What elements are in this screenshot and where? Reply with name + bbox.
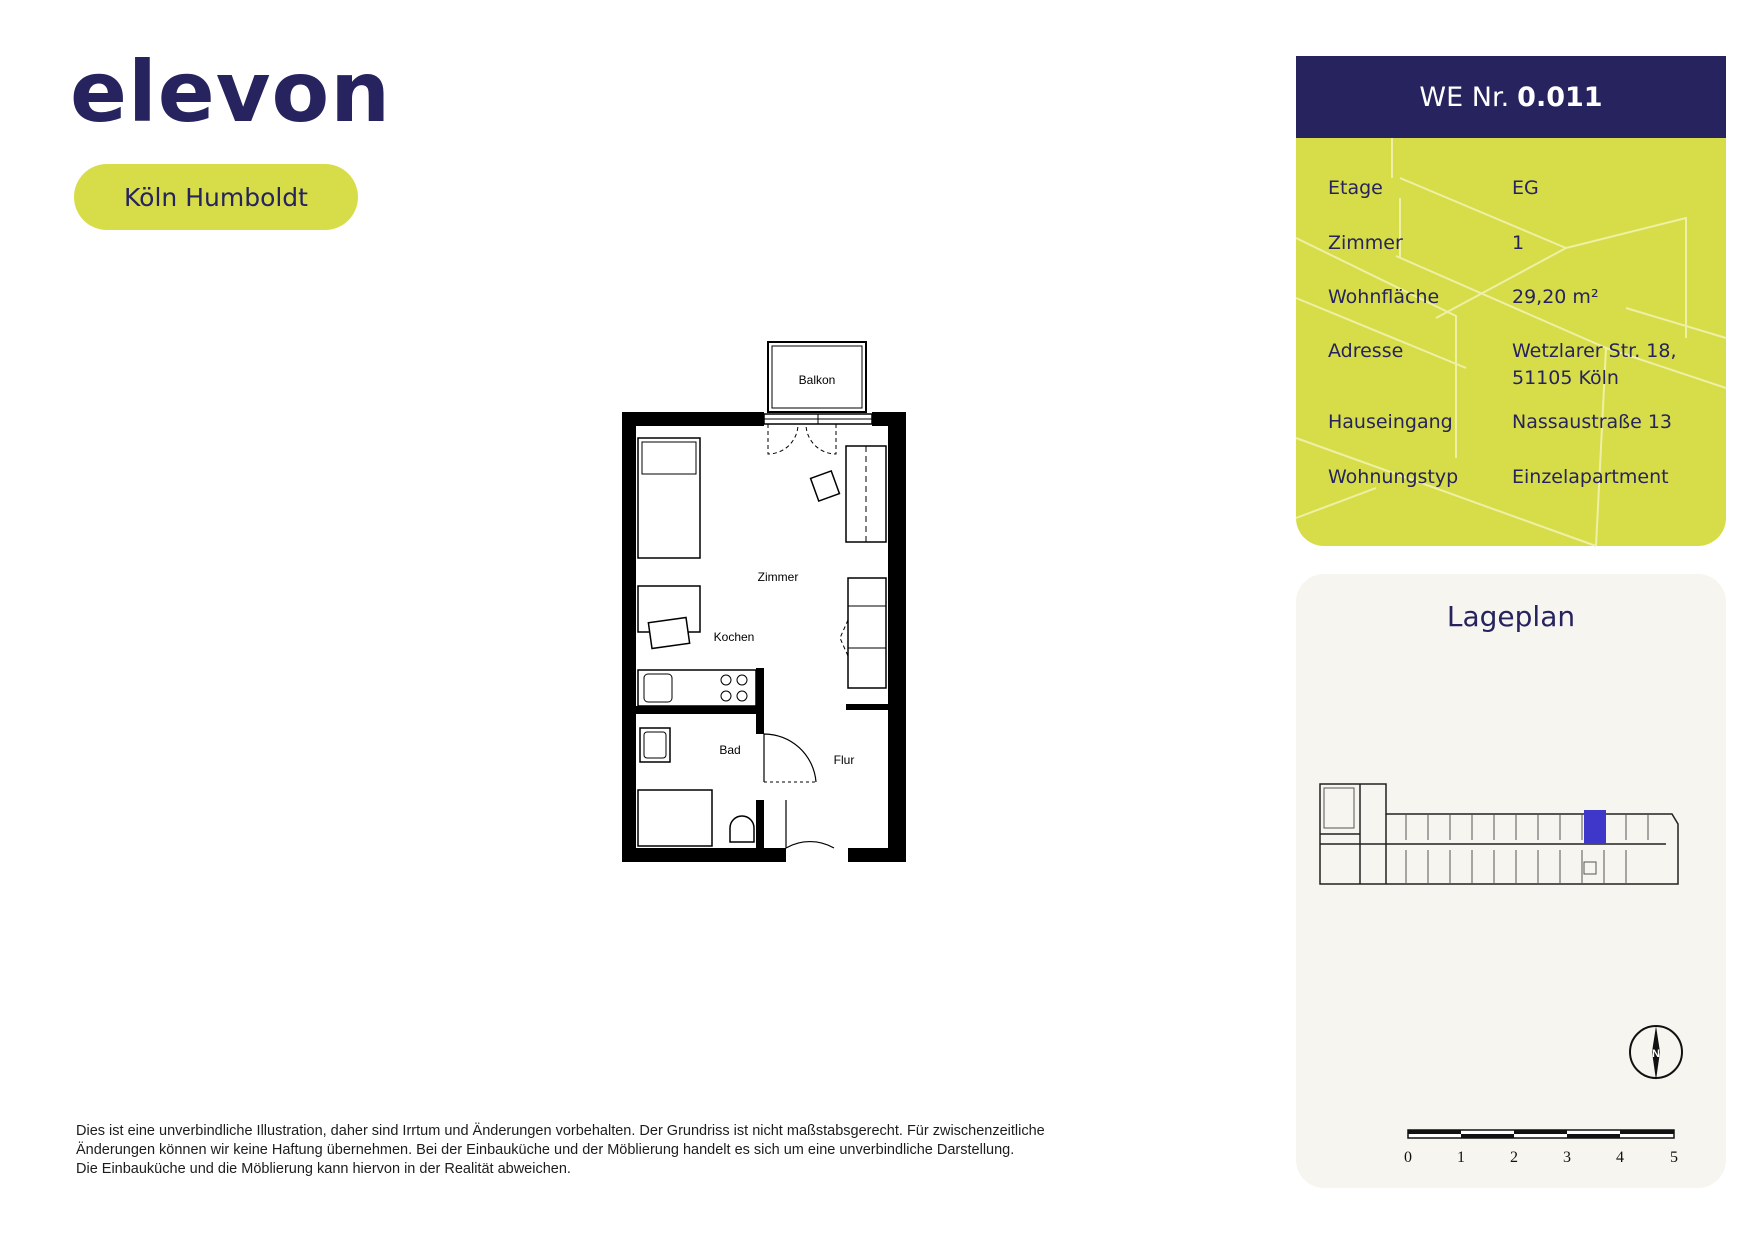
detail-label-etage: Etage [1328,177,1383,199]
floor-plan-drawing [600,330,930,870]
disclaimer-line: Die Einbauküche und die Möblierung kann hiervon in der Realität abweichen. [76,1161,571,1177]
room-label-kochen: Kochen [713,630,755,644]
scale-label-5: 5 [1670,1149,1678,1166]
unit-prefix: WE Nr. [1419,81,1510,113]
scale-label-2: 2 [1510,1149,1518,1166]
unit-info-card [1296,56,1726,546]
sofa [848,578,886,688]
detail-label-hauseingang: Hauseingang [1328,411,1453,433]
unit-number-header [1296,56,1726,138]
north-arrow-icon [1626,1022,1686,1082]
detail-label-adresse: Adresse [1328,340,1404,362]
north-label: N [1652,1048,1660,1060]
detail-value-adresse: Wetzlarer Str. 18, [1512,340,1677,362]
room-label-zimmer: Zimmer [757,570,799,584]
unit-number: 0.011 [1517,81,1603,113]
shower [638,790,712,846]
bed [638,438,700,558]
site-plan-card [1296,574,1726,1188]
scale-label-3: 3 [1563,1149,1571,1166]
scale-label-1: 1 [1457,1149,1465,1166]
scale-label-4: 4 [1616,1149,1624,1166]
kitchen-counter [638,670,756,706]
disclaimer-line: Dies ist eine unverbindliche Illustration, daher sind Irrtum und Änderungen vorbehalten. Der Grundriss ist nicht maßstabsgerecht. Für zwischenzeitliche [76,1123,1045,1139]
disclaimer [76,1122,1176,1179]
room-label-flur: Flur [833,753,855,767]
detail-label-wohnflaeche: Wohnfläche [1328,286,1440,308]
detail-label-wohnungstyp: Wohnungstyp [1328,466,1459,488]
scale-bar [1406,1126,1696,1172]
brand-logo: elevon [70,43,391,141]
detail-value-etage: EG [1512,177,1539,199]
scale-label-0: 0 [1404,1149,1412,1166]
site-plan-title: Lageplan [1446,600,1576,633]
detail-value-hauseingang: Nassaustraße 13 [1512,411,1673,433]
room-label-balkon: Balkon [798,373,836,387]
detail-value-wohnflaeche: 29,20 m² [1512,286,1599,308]
site-plan-drawing [1316,774,1706,914]
floor-plan [600,330,930,874]
detail-value-zimmer: 1 [1512,232,1525,254]
disclaimer-line: Änderungen können wir keine Haftung übernehmen. Bei der Einbauküche und der Möblierung handelt es sich um eine unverbindliche Darstellung. [76,1142,1015,1158]
detail-label-zimmer: Zimmer [1328,232,1403,254]
location-badge: Köln Humboldt [74,164,358,230]
detail-value-wohnungstyp: Einzelapartment [1512,466,1669,488]
room-label-bad: Bad [719,743,741,757]
detail-value-adresse-line2: 51105 Köln [1512,367,1619,389]
unit-highlight [1584,810,1606,844]
